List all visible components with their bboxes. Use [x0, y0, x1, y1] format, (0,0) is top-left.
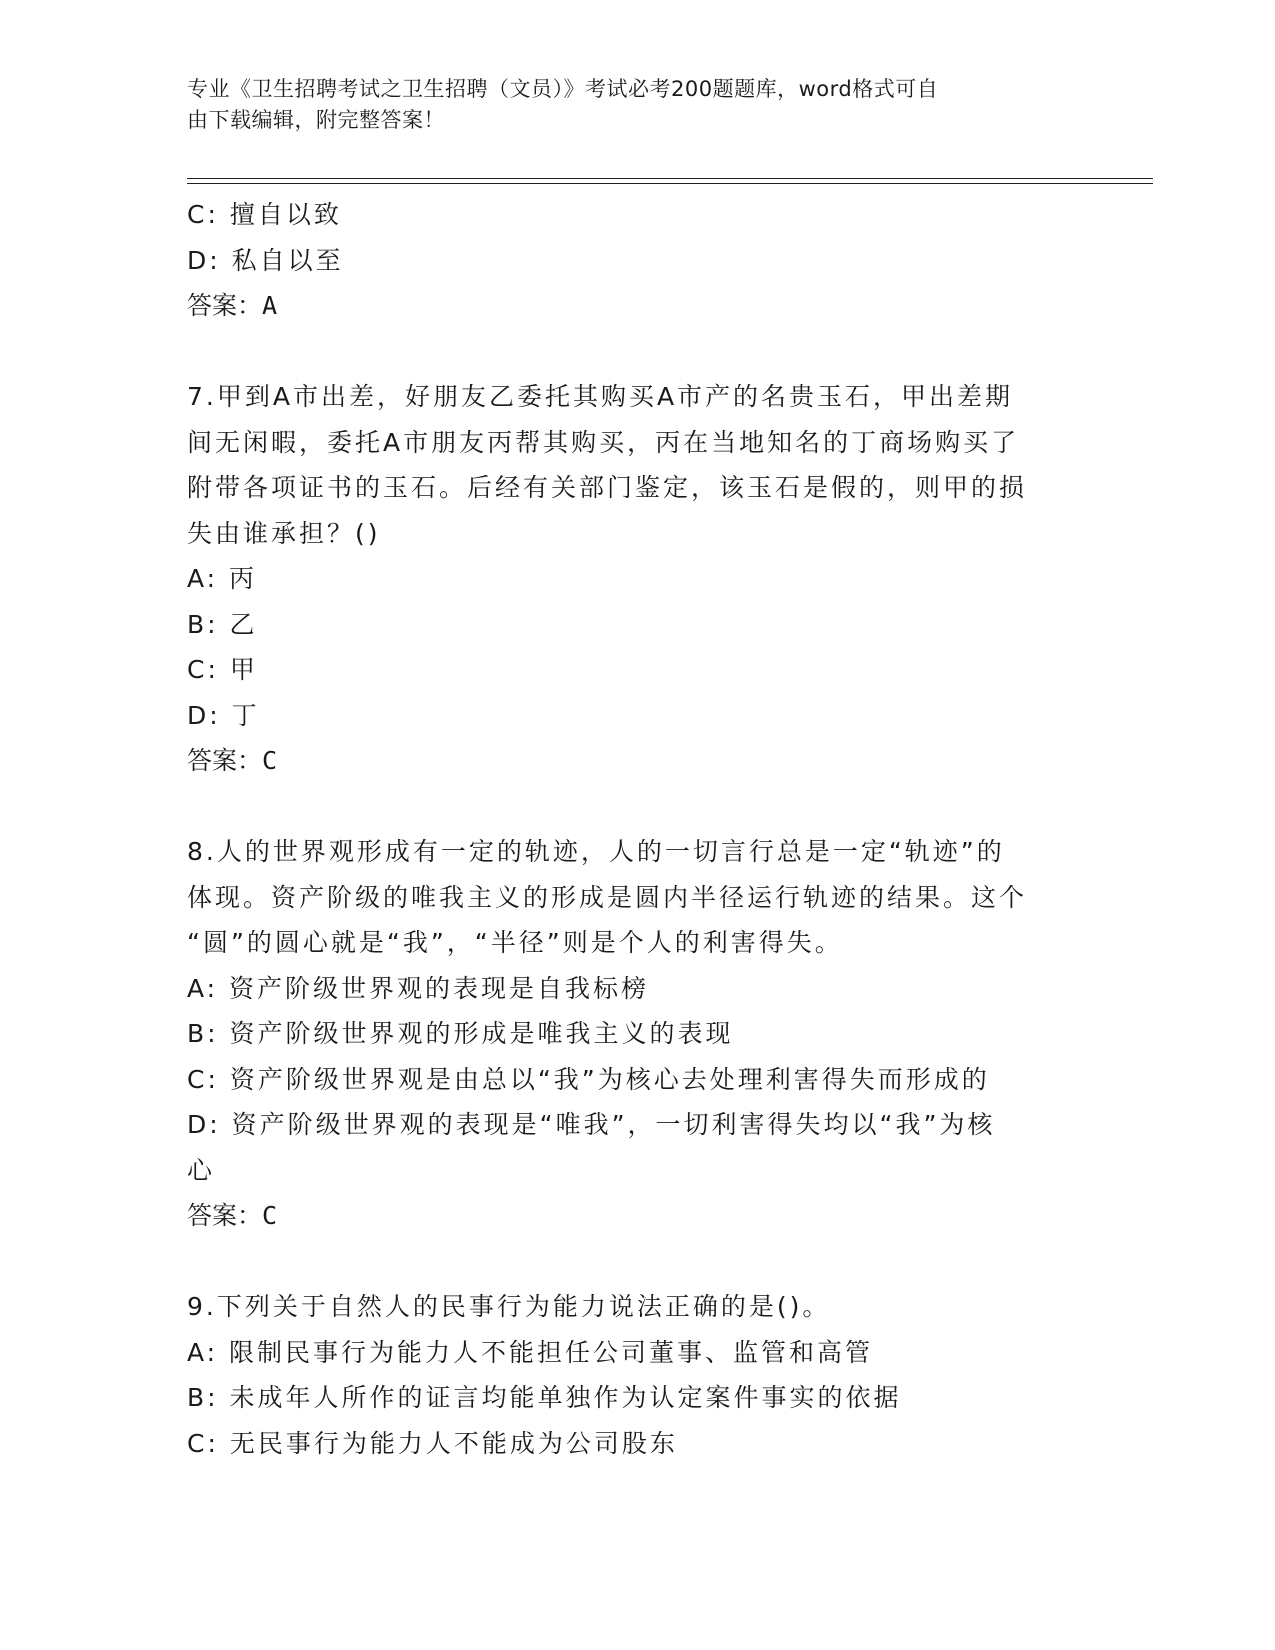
- header-rule-bottom: [187, 183, 1153, 184]
- q6-answer: 答案：A: [187, 291, 278, 320]
- q8-option-a: A: 资产阶级世界观的表现是自我标榜: [187, 973, 650, 1003]
- header-rule-top: [187, 178, 1153, 179]
- q7-stem-line-3: 附带各项证书的玉石。后经有关部门鉴定，该玉石是假的，则甲的损: [187, 473, 1028, 502]
- q8-option-d-line-2: 心: [187, 1155, 216, 1185]
- q7-stem-line-1: 7.甲到A市出差，好朋友乙委托其购买A市产的名贵玉石，甲出差期: [187, 382, 1014, 411]
- q8-stem-line-1: 8.人的世界观形成有一定的轨迹，人的一切言行总是一定“轨迹”的: [187, 837, 1005, 866]
- q9-option-a: A: 限制民事行为能力人不能担任公司董事、监管和高管: [187, 1337, 874, 1367]
- q8-answer: 答案：C: [187, 1201, 278, 1230]
- q8-option-d-line-1: D: 资产阶级世界观的表现是“唯我”，一切利害得失均以“我”为核: [187, 1110, 996, 1139]
- q8-stem-line-2: 体现。资产阶级的唯我主义的形成是圆内半径运行轨迹的结果。这个: [187, 882, 1028, 912]
- spacer: [187, 1239, 1087, 1285]
- q7-option-b: B: 乙: [187, 609, 258, 639]
- spacer: [187, 329, 1087, 375]
- header-line-1: 专业《卫生招聘考试之卫生招聘（文员）》考试必考200题题库，word格式可自: [187, 77, 939, 101]
- q6-option-d: D: 私自以至: [187, 245, 344, 275]
- document-body: [187, 192, 1087, 1466]
- q8-stem-line-3: “圆”的圆心就是“我”，“半径”则是个人的利害得失。: [187, 928, 843, 957]
- q7-stem-line-2: 间无闲暇，委托A市朋友丙帮其购买，丙在当地知名的丁商场购买了: [187, 427, 1020, 457]
- q7-option-c: C: 甲: [187, 655, 258, 684]
- q9-option-c: C: 无民事行为能力人不能成为公司股东: [187, 1428, 678, 1458]
- q9-option-b: B: 未成年人所作的证言均能单独作为认定案件事实的依据: [187, 1383, 902, 1412]
- header-line-2: 由下载编辑，附完整答案！: [187, 108, 445, 132]
- q7-option-d: D: 丁: [187, 700, 260, 730]
- document-header: [187, 74, 1087, 136]
- q6-option-c: C: 擅自以致: [187, 200, 342, 229]
- q8-option-c: C: 资产阶级世界观是由总以“我”为核心去处理利害得失而形成的: [187, 1064, 990, 1094]
- q9-stem: 9.下列关于自然人的民事行为能力说法正确的是()。: [187, 1292, 831, 1321]
- spacer: [187, 784, 1087, 830]
- q7-stem-line-4: 失由谁承担？(): [187, 518, 381, 548]
- q7-option-a: A: 丙: [187, 564, 258, 593]
- q7-answer: 答案：C: [187, 746, 278, 775]
- q8-option-b: B: 资产阶级世界观的形成是唯我主义的表现: [187, 1019, 734, 1048]
